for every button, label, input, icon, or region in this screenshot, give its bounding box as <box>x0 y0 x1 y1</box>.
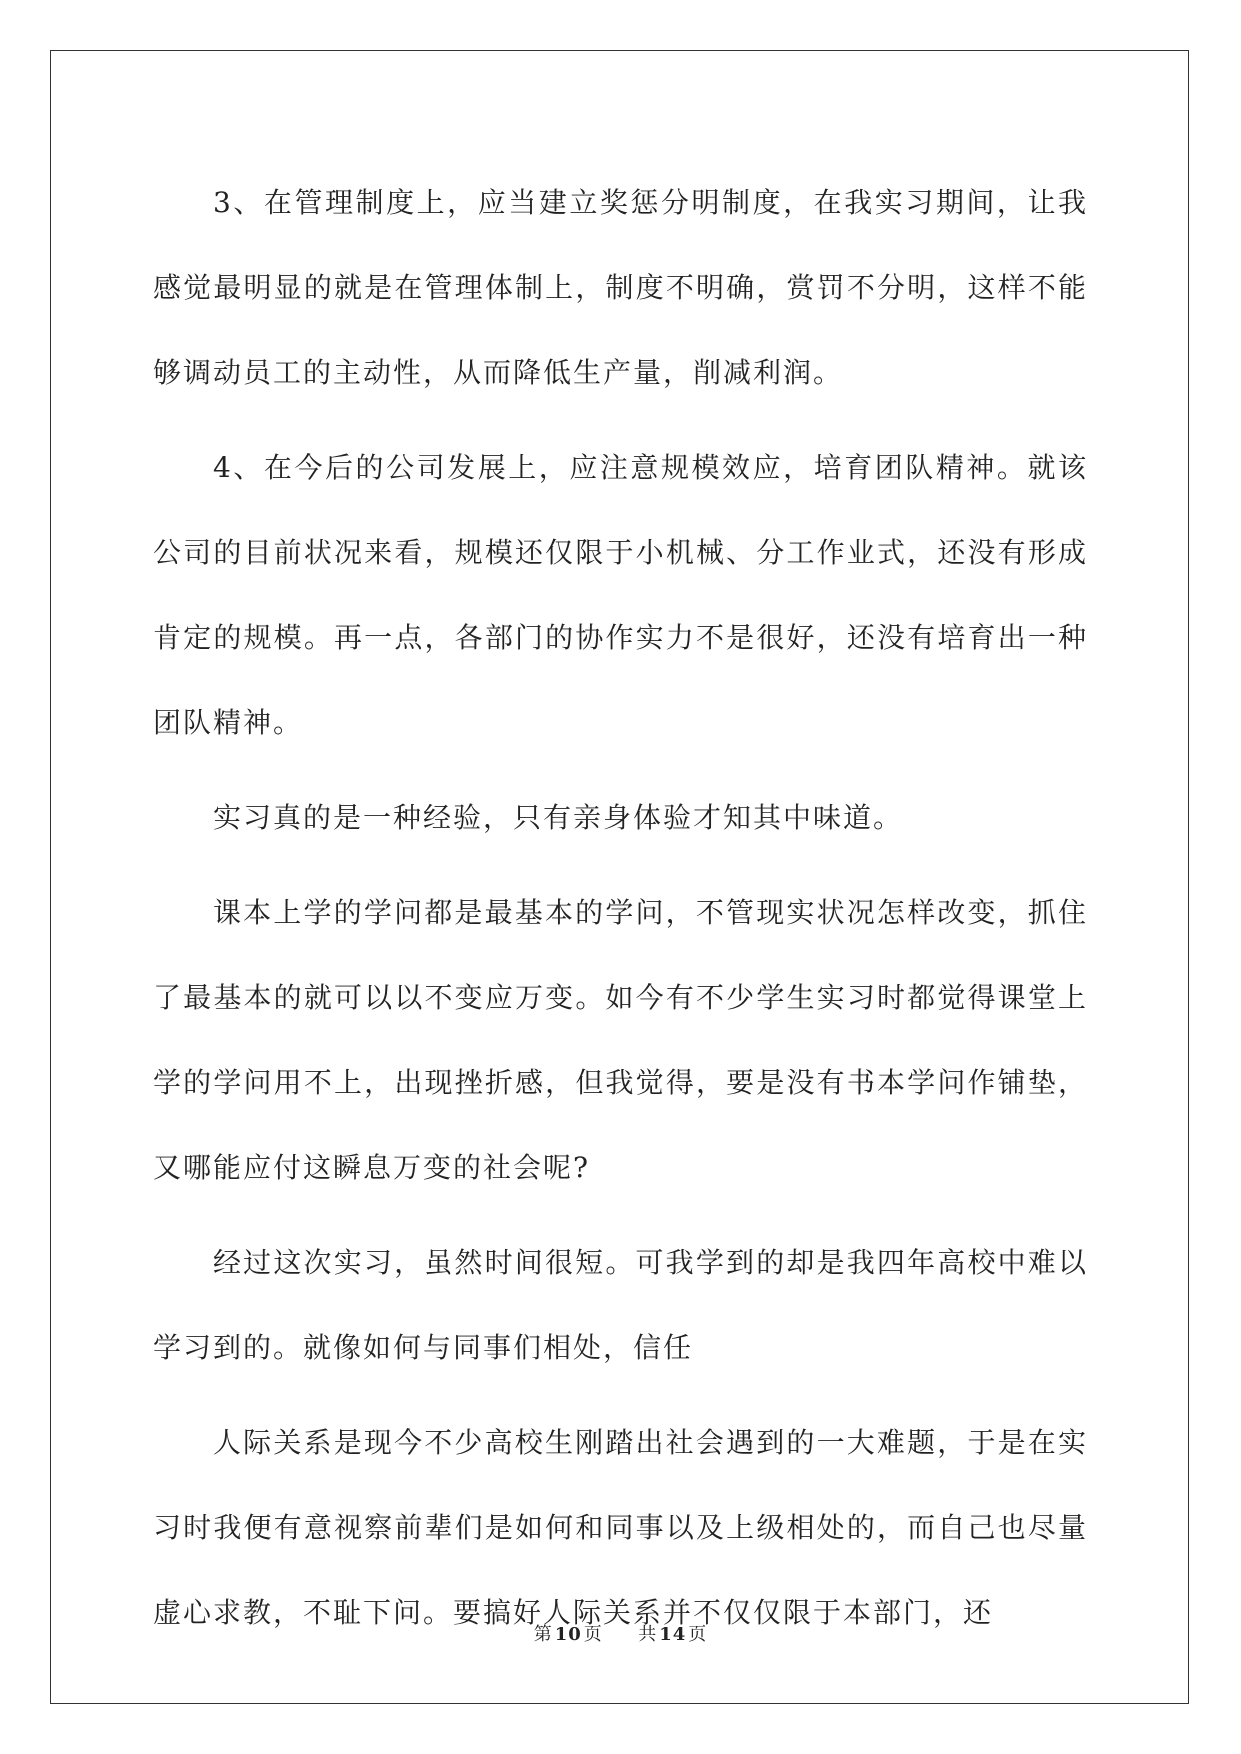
page-footer <box>0 1620 1241 1646</box>
page-number: 第 10 页 <box>533 1624 603 1645</box>
total-pages: 共 14 页 <box>638 1624 708 1645</box>
paragraph-management-system: 3、在管理制度上，应当建立奖惩分明制度，在我实习期间，让我感觉最明显的就是在管理体制上，制度不明确，赏罚不分明，这样不能够调动员工的主动性，从而降低生产量，削减利润。 <box>153 186 1088 389</box>
document-body <box>153 160 1088 1665</box>
paragraph-company-development: 4、在今后的公司发展上，应注意规模效应，培育团队精神。就该公司的目前状况来看，规模还仅限于小机械、分工作业式，还没有形成肯定的规模。再一点，各部门的协作实力不是很好，还没有培育出一种团队精神。 <box>153 451 1088 739</box>
paragraph-interpersonal-relations: 人际关系是现今不少高校生刚踏出社会遇到的一大难题，于是在实习时我便有意视察前辈们是如何和同事以及上级相处的，而自己也尽量虚心求教，不耻下问。要搞好人际关系并不仅仅限于本部门，还 <box>153 1426 1088 1629</box>
paragraph-textbook-knowledge: 课本上学的学问都是最基本的学问，不管现实状况怎样改变，抓住了最基本的就可以以不变应万变。如今有不少学生实习时都觉得课堂上学的学问用不上，出现挫折感，但我觉得，要是没有书本学问作铺垫，又哪能应付这瞬息万变的社会呢? <box>153 896 1088 1184</box>
paragraph-learned-through-internship: 经过这次实习，虽然时间很短。可我学到的却是我四年高校中难以学习到的。就像如何与同事们相处，信任 <box>153 1246 1088 1364</box>
paragraph-internship-experience: 实习真的是一种经验，只有亲身体验才知其中味道。 <box>213 801 904 834</box>
